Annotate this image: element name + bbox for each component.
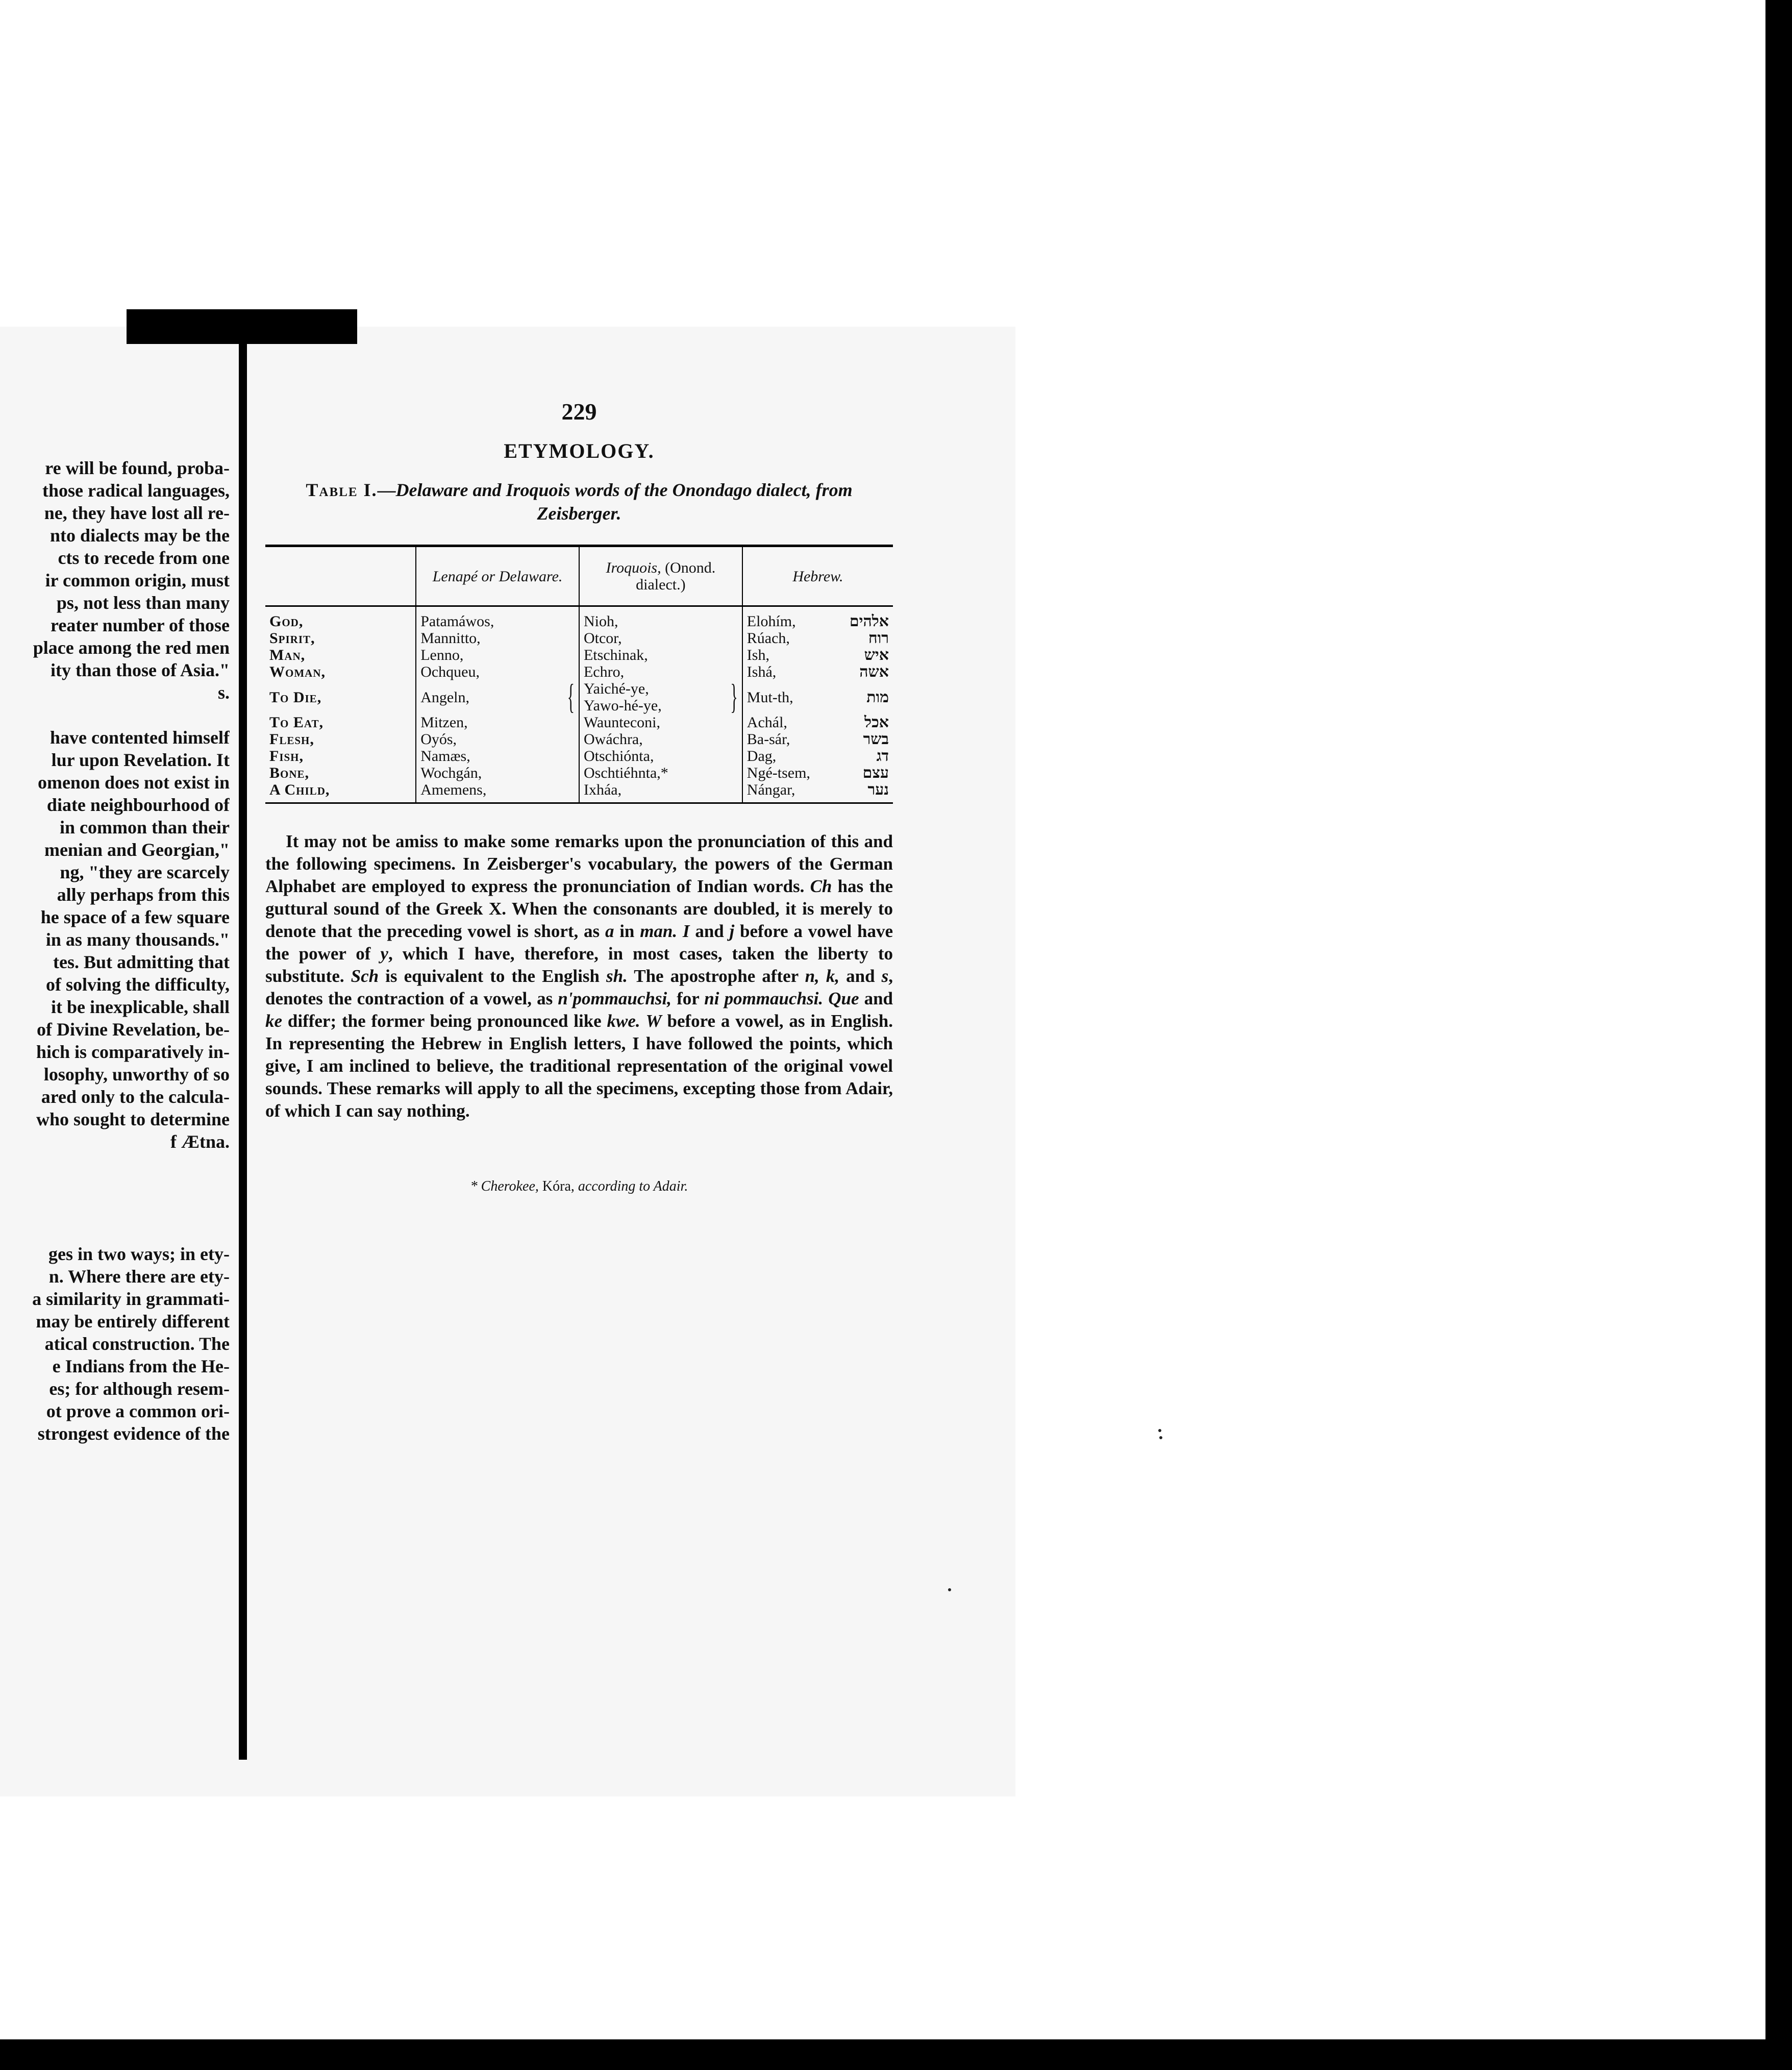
left-line: who sought to determine xyxy=(36,1109,230,1129)
left-line: in common than their xyxy=(60,817,230,837)
para-text: and xyxy=(859,989,893,1008)
table-caption-label: Table I. xyxy=(306,480,378,500)
lenape-word: Namæs, xyxy=(420,748,470,765)
cell-english: To Eat, xyxy=(265,714,416,731)
cell-hebrew xyxy=(742,731,893,748)
left-line: losophy, unworthy of so xyxy=(43,1064,230,1085)
left-line: ot prove a common ori- xyxy=(46,1401,230,1421)
left-line: omenon does not exist in xyxy=(37,772,230,793)
cell-iroquois xyxy=(579,678,742,717)
cell-hebrew xyxy=(742,606,893,630)
cell-hebrew xyxy=(742,765,893,781)
para-text: is equivalent to the English xyxy=(379,966,606,986)
hebrew-script: אכל xyxy=(864,713,889,731)
para-italic: man. xyxy=(640,921,678,941)
table-caption xyxy=(265,478,893,525)
left-line: strongest evidence of the xyxy=(37,1423,230,1444)
hebrew-script: בשר xyxy=(863,730,889,748)
para-italic: Que xyxy=(828,989,859,1008)
para-text xyxy=(677,921,683,941)
cell-iroquois xyxy=(579,731,742,748)
left-line: cts to recede from one xyxy=(58,548,230,568)
table-caption-dash: — xyxy=(377,480,396,500)
footnote xyxy=(265,1178,893,1195)
iroquois-word: Oschtiéhnta,* xyxy=(583,765,668,781)
cell-iroquois xyxy=(579,714,742,731)
cell-english: Bone, xyxy=(265,765,416,781)
hebrew-transliteration: Mut-th, xyxy=(746,688,793,706)
left-block-1 xyxy=(0,457,230,704)
para-text: has the guttural sound of the Greek X. When the consonants are doubled, it is merely to denote that the preceding vowel is short, as xyxy=(265,876,893,941)
cell-hebrew xyxy=(742,781,893,803)
left-line: a similarity in grammati- xyxy=(32,1289,230,1309)
lenape-word: Angeln, xyxy=(420,688,470,706)
para-text: , denotes the contraction of a vowel, as xyxy=(265,966,893,1008)
para-italic: j xyxy=(729,921,735,941)
para-text xyxy=(640,1011,646,1031)
left-line: he space of a few square xyxy=(40,907,230,927)
cell-english: Spirit, xyxy=(265,630,416,647)
scan-speck xyxy=(948,1588,951,1591)
hebrew-script: נער xyxy=(867,781,889,799)
brace-mark: { xyxy=(567,678,575,717)
left-line: ir common origin, must xyxy=(45,570,230,590)
left-line: tes. But admitting that xyxy=(53,952,230,972)
cell-english: Flesh, xyxy=(265,731,416,748)
para-italic: Sch xyxy=(351,966,379,986)
iroquois-word: Otschiónta, xyxy=(583,748,654,765)
cell-lenape xyxy=(416,630,579,647)
left-line: ps, not less than many xyxy=(56,593,230,613)
cell-iroquois xyxy=(579,781,742,803)
table-row xyxy=(265,714,893,731)
page-229 xyxy=(265,398,893,1195)
cell-iroquois xyxy=(579,630,742,647)
left-line: ne, they have lost all re- xyxy=(44,503,230,523)
left-line: may be entirely different xyxy=(36,1311,230,1332)
iroquois-word: Etschinak, xyxy=(583,647,648,663)
left-line: in as many thousands." xyxy=(45,929,230,950)
para-italic: kwe. xyxy=(607,1011,640,1031)
para-text: differ; the former being pronounced like xyxy=(282,1011,607,1031)
left-line: menian and Georgian," xyxy=(44,840,230,860)
para-italic: ke xyxy=(265,1011,283,1031)
cell-english: To Die, xyxy=(265,680,416,714)
hebrew-transliteration: Ish, xyxy=(746,647,769,663)
para-text: before a vowel have the power of xyxy=(265,921,893,964)
page-heading: ETYMOLOGY. xyxy=(504,439,655,462)
para-text: , which I have, therefore, in most cases, taken the liberty to substitute. xyxy=(265,944,893,986)
left-line: lur upon Revelation. It xyxy=(51,750,230,770)
hebrew-transliteration: Ishá, xyxy=(746,663,777,680)
cell-iroquois xyxy=(579,748,742,765)
cell-lenape xyxy=(416,606,579,630)
table-row xyxy=(265,781,893,803)
cell-hebrew xyxy=(742,647,893,663)
para-italic: sh. xyxy=(606,966,628,986)
cell-english: Fish, xyxy=(265,748,416,765)
left-line: those radical languages, xyxy=(42,480,230,501)
cell-lenape xyxy=(416,647,579,663)
cell-iroquois xyxy=(579,606,742,630)
vocab-table xyxy=(265,545,893,804)
left-page-fragment xyxy=(0,457,230,1445)
para-italic: W xyxy=(645,1011,662,1031)
left-line: hich is comparatively in- xyxy=(36,1042,230,1062)
cell-lenape xyxy=(416,781,579,803)
cell-iroquois xyxy=(579,647,742,663)
para-text: in xyxy=(614,921,640,941)
hebrew-transliteration: Achál, xyxy=(746,714,787,731)
para-italic: n'pommauchsi, xyxy=(558,989,671,1008)
left-line: diate neighbourhood of xyxy=(46,795,230,815)
left-line: place among the red men xyxy=(33,637,230,658)
left-line: f Ætna. xyxy=(170,1131,230,1152)
lenape-word: Amemens, xyxy=(420,781,487,798)
hebrew-transliteration: Dag, xyxy=(746,748,777,765)
left-line: have contented himself xyxy=(50,727,230,748)
left-line: e Indians from the He- xyxy=(52,1356,230,1376)
header-iroquois xyxy=(579,546,742,606)
para-text: and xyxy=(689,921,730,941)
hebrew-script: רוח xyxy=(868,629,889,647)
cell-hebrew xyxy=(742,680,893,714)
vocab-table-header xyxy=(265,546,893,606)
left-line: ng, "they are scarcely xyxy=(60,862,230,882)
header-iroquois-note: (Onond. dialect.) xyxy=(636,559,716,593)
left-line: es; for although resem- xyxy=(49,1378,230,1399)
scan-speck xyxy=(1159,1436,1162,1439)
left-block-3 xyxy=(0,1243,230,1445)
lenape-word: Oyós, xyxy=(420,731,457,748)
cell-english: Man, xyxy=(265,647,416,663)
binding-rule-vertical xyxy=(239,337,247,1760)
cell-english: Woman, xyxy=(265,663,416,680)
left-line: s. xyxy=(217,682,230,703)
table-row xyxy=(265,680,893,714)
lenape-word: Ochqueu, xyxy=(420,663,480,680)
iroquois-word: Otcor, xyxy=(583,630,622,647)
table-row xyxy=(265,731,893,748)
iroquois-word: Yawo-hé-ye, xyxy=(583,697,662,714)
table-row xyxy=(265,647,893,663)
para-italic: n, k, xyxy=(805,966,840,986)
para-text xyxy=(823,989,828,1008)
table-row xyxy=(265,663,893,680)
table-row xyxy=(265,606,893,630)
para-text: and xyxy=(839,966,882,986)
cell-lenape xyxy=(416,714,579,731)
brace-mark: } xyxy=(730,678,738,717)
cell-lenape xyxy=(416,731,579,748)
table-row xyxy=(265,630,893,647)
hebrew-script: אלהים xyxy=(849,612,889,630)
left-line: re will be found, proba- xyxy=(45,458,230,478)
table-row xyxy=(265,748,893,765)
cell-iroquois xyxy=(579,765,742,781)
cell-hebrew xyxy=(742,663,893,680)
left-block-2 xyxy=(0,726,230,1153)
hebrew-transliteration: Elohím, xyxy=(746,613,796,630)
header-lenape: Lenapé or Delaware. xyxy=(416,546,579,606)
lenape-word: Lenno, xyxy=(420,647,464,663)
left-line: nto dialects may be the xyxy=(50,525,230,546)
cell-lenape xyxy=(416,678,579,717)
header-hebrew: Hebrew. xyxy=(792,568,843,585)
hebrew-transliteration: Nángar, xyxy=(746,781,795,798)
cell-hebrew xyxy=(742,630,893,647)
page-number: 229 xyxy=(561,399,597,425)
iroquois-word: Nioh, xyxy=(583,613,618,630)
table-caption-text: Delaware and Iroquois words of the Onondago dialect, from Zeisberger. xyxy=(395,480,853,524)
footnote-word: Kóra, xyxy=(542,1178,575,1194)
left-line: of Divine Revelation, be- xyxy=(37,1019,230,1040)
para-italic: y xyxy=(380,944,388,964)
left-line: reater number of those xyxy=(51,615,230,635)
para-italic: s xyxy=(881,966,889,986)
left-line: ally perhaps from this xyxy=(57,884,230,905)
iroquois-word: Waunteconi, xyxy=(583,714,661,731)
footnote-marker: * Cherokee, xyxy=(470,1178,542,1194)
left-line: it be inexplicable, shall xyxy=(51,997,230,1017)
footnote-rest: according to Adair. xyxy=(574,1178,688,1194)
header-iroquois-name: Iroquois, xyxy=(606,559,661,576)
lenape-word: Mitzen, xyxy=(420,714,468,731)
para-text: It may not be amiss to make some remarks upon the pronunciation of this and the following specimens. In Zeisberger's vocabulary, the powers of the German Alphabet are employed to express the pronunciation of Indian words. xyxy=(265,831,893,896)
para-text: before a vowel, as in English. In representing the Hebrew in English letters, I have followed the points, which give, I am inclined to believe, the traditional representation of the original vowel sounds. These remarks will apply to all the specimens, excepting those from Adair, of which I can say nothing. xyxy=(265,1011,893,1121)
cell-iroquois xyxy=(579,663,742,680)
cell-hebrew xyxy=(742,748,893,765)
cell-lenape xyxy=(416,765,579,781)
left-line: atical construction. The xyxy=(44,1334,230,1354)
hebrew-script: איש xyxy=(864,646,889,664)
lenape-word: Patamáwos, xyxy=(420,613,494,630)
hebrew-script: דג xyxy=(876,747,889,765)
para-italic: I xyxy=(682,921,690,941)
para-italic: ni pommauchsi. xyxy=(704,989,824,1008)
hebrew-script: עצם xyxy=(862,764,889,782)
para-text: The apostrophe after xyxy=(627,966,805,986)
header-english xyxy=(265,546,416,606)
left-line: of solving the difficulty, xyxy=(45,974,230,995)
pronunciation-paragraph xyxy=(265,830,893,1122)
iroquois-word: Ixháa, xyxy=(583,781,622,798)
cell-english: A Child, xyxy=(265,781,416,803)
left-line: ges in two ways; in ety- xyxy=(48,1244,230,1264)
para-italic: Ch xyxy=(810,876,832,896)
left-line: ared only to the calcula- xyxy=(41,1087,230,1107)
para-text: for xyxy=(671,989,705,1008)
iroquois-word: Yaiché-ye, xyxy=(583,680,649,697)
cell-hebrew xyxy=(742,714,893,731)
hebrew-script: אשה xyxy=(859,663,889,681)
cell-lenape xyxy=(416,663,579,680)
lenape-word: Wochgán, xyxy=(420,765,482,781)
hebrew-script: מות xyxy=(866,688,889,706)
cell-english: God, xyxy=(265,606,416,630)
lenape-word: Mannitto, xyxy=(420,630,481,647)
scan-speck xyxy=(1158,1429,1161,1432)
cell-lenape xyxy=(416,748,579,765)
iroquois-word: Echro, xyxy=(583,663,625,680)
hebrew-transliteration: Ba-sár, xyxy=(746,731,790,748)
table-row xyxy=(265,765,893,781)
para-italic: a xyxy=(605,921,614,941)
hebrew-transliteration: Rúach, xyxy=(746,630,790,647)
hebrew-transliteration: Ngé-tsem, xyxy=(746,765,810,781)
left-line: n. Where there are ety- xyxy=(48,1266,230,1287)
iroquois-word: Owáchra, xyxy=(583,731,643,748)
left-line: ity than those of Asia." xyxy=(50,660,230,680)
